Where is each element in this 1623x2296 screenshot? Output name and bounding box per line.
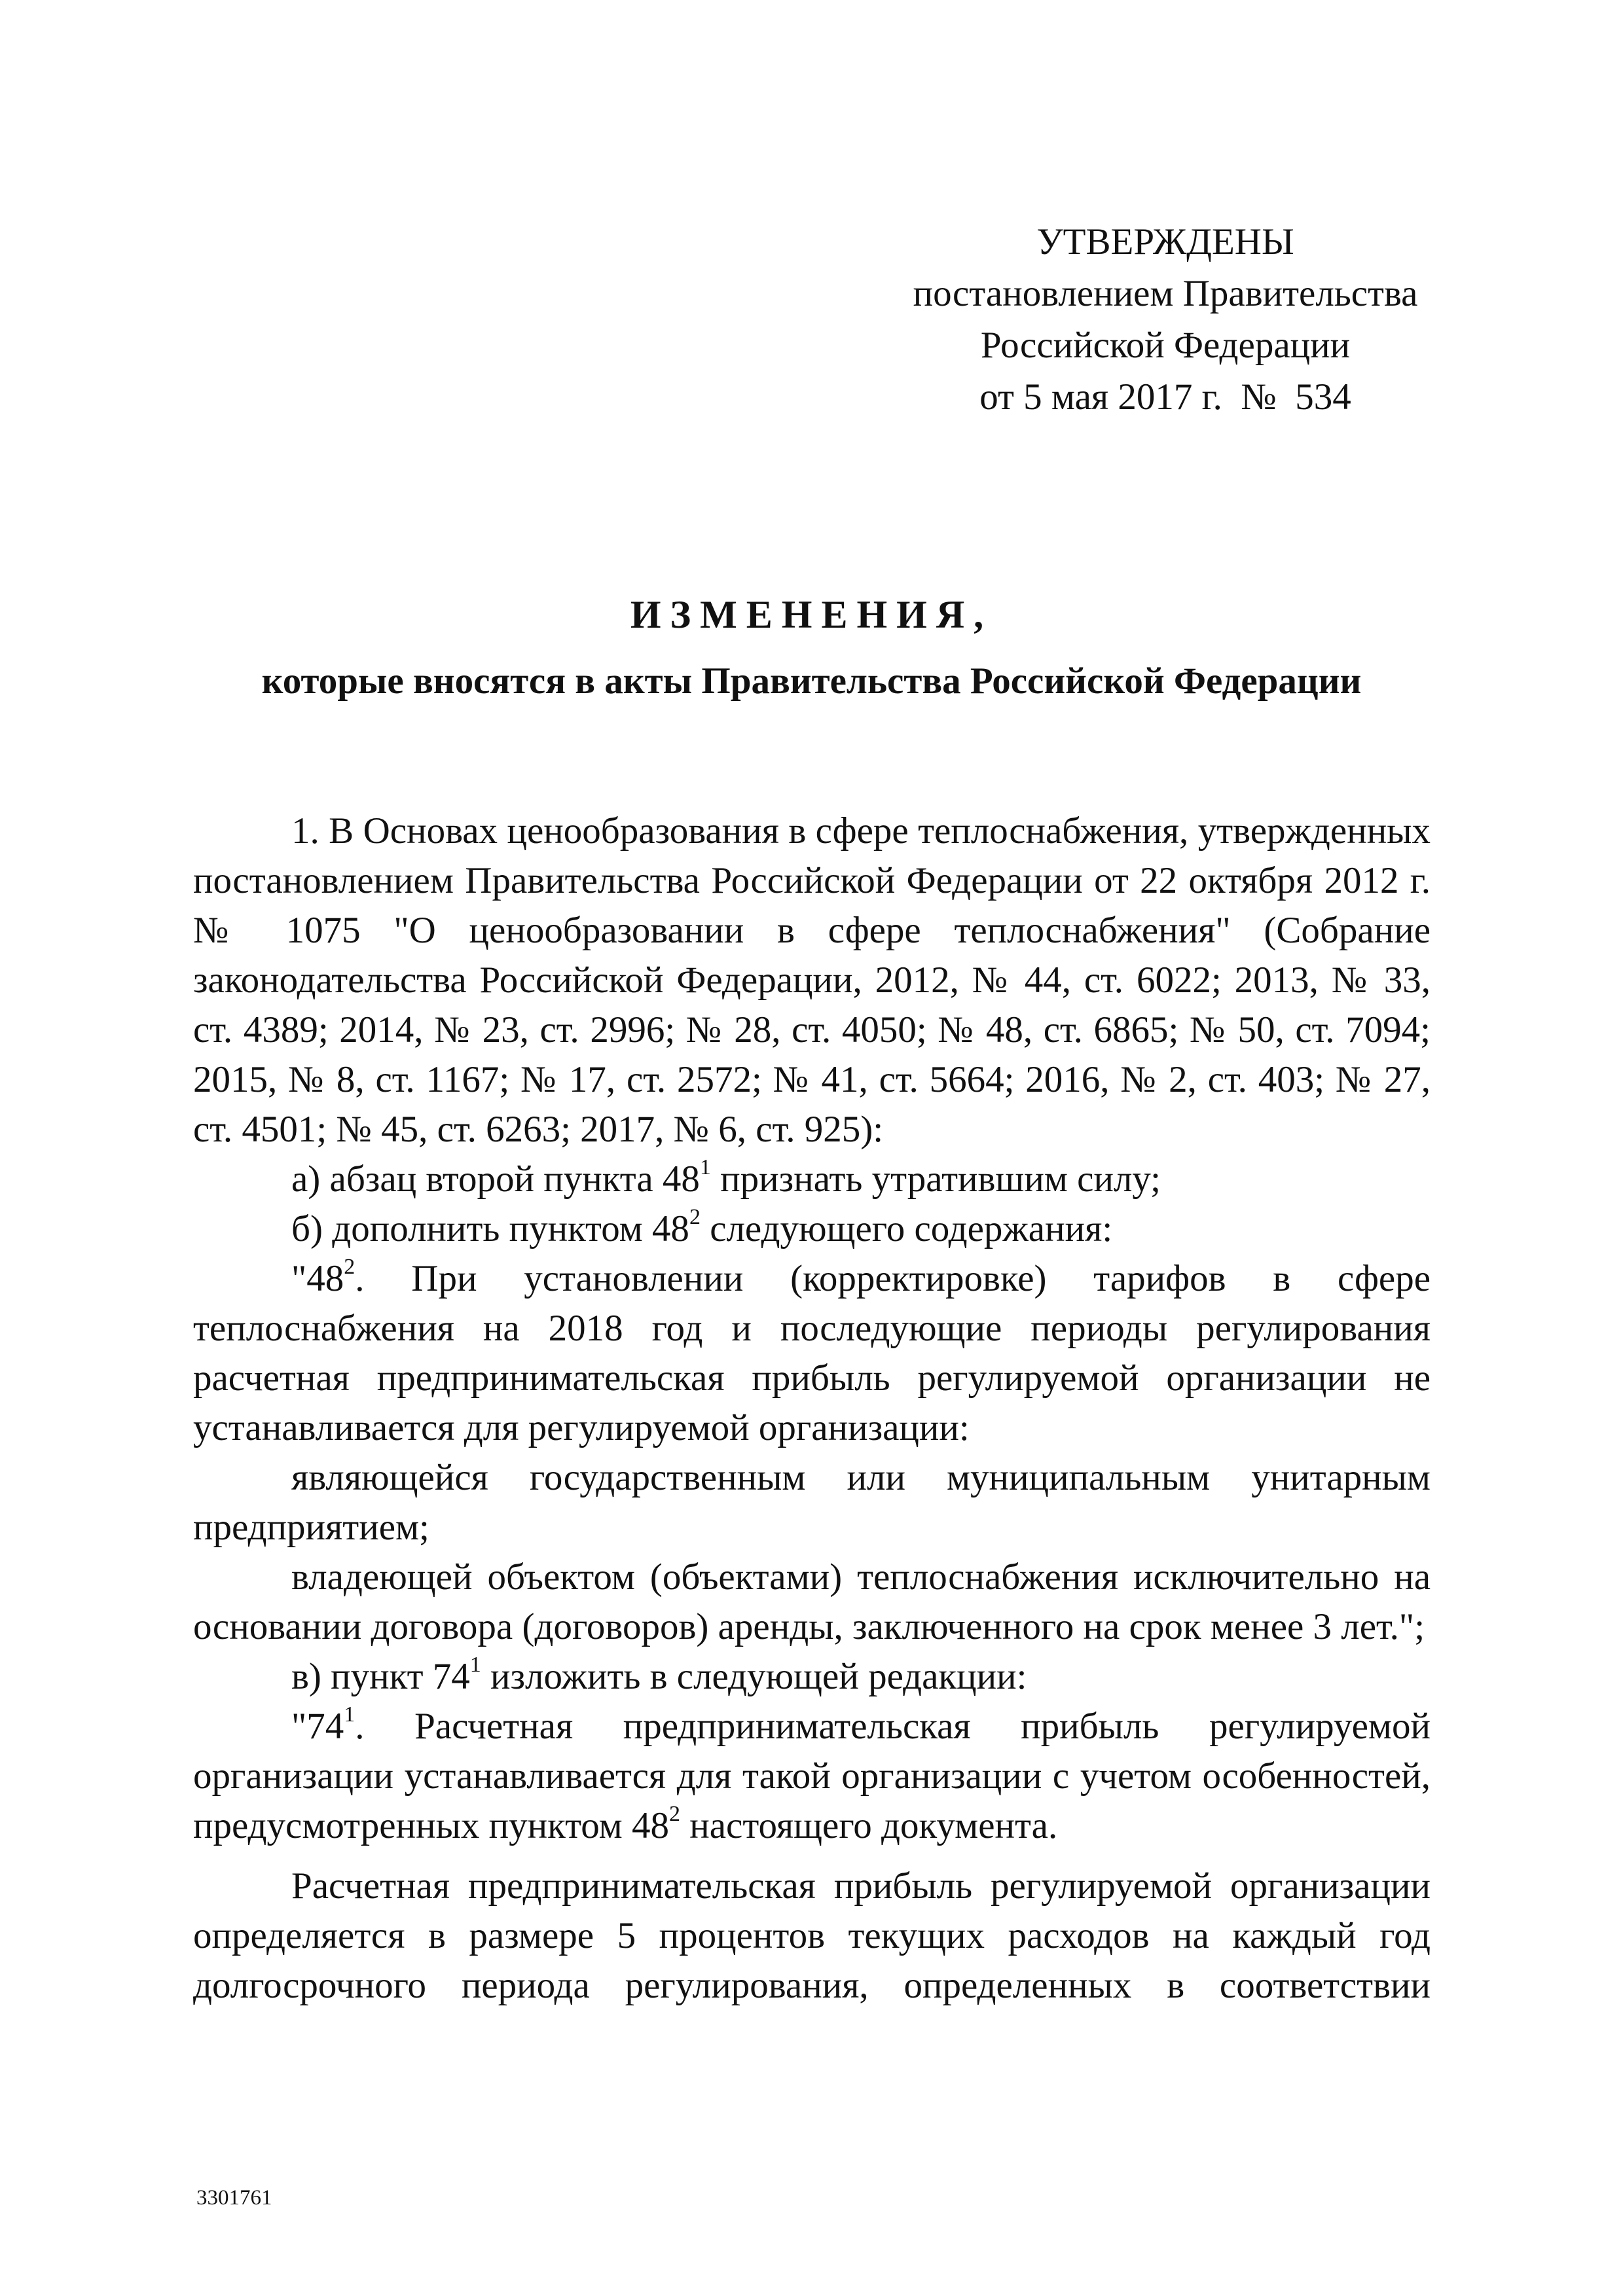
quote-74-1-sup2: 2: [668, 1802, 680, 1826]
document-title: ИЗМЕНЕНИЯ,: [630, 593, 993, 636]
approval-line-date-number: от 5 мая 2017 г. № 534: [979, 376, 1351, 418]
quote-74-1-sup: 1: [344, 1702, 356, 1727]
item-v-text: в) пункт 74: [291, 1656, 470, 1697]
document-subtitle: которые вносятся в акты Правительства Российской Федерации: [261, 660, 1362, 702]
document-body: [193, 806, 1431, 2011]
approval-heading: УТВЕРЖДЕНЫ: [1036, 221, 1294, 262]
item-a: [193, 1155, 1431, 1204]
item-v: [193, 1652, 1431, 1702]
paragraph-1: 1. В Основах ценообразования в сфере теплоснабжения, утвержденных постановлением Правительства Российской Федерации от 22 октября 2012 г. № 1075 "О ценообразовании в сфере теплоснабжения" (Собрание законодательства Российской Федерации, 2012, № 44, ст. 6022; 2013, № 33, ст. 4389; 2014, № 23, ст. 2996; № 28, ст. 4050; № 48, ст. 6865; № 50, ст. 7094; 2015, № 8, ст. 1167; № 17, ст. 2572; № 41, ст. 5664; 2016, № 2, ст. 403; № 27, ст. 4501; № 45, ст. 6263; 2017, № 6, ст. 925):: [193, 810, 1431, 1150]
item-v-sup: 1: [469, 1653, 481, 1677]
approval-line-resolution: постановлением Правительства: [913, 273, 1418, 314]
item-b-text: б) дополнить пунктом 48: [291, 1208, 689, 1249]
item-b-sup: 2: [689, 1205, 701, 1229]
quote-74-1: [193, 1702, 1431, 1851]
document-code: 3301761: [196, 2186, 272, 2210]
quote-48-2: [193, 1254, 1431, 1453]
quote-item-unitary: являющейся государственным или муниципальным унитарным предприятием;: [193, 1457, 1431, 1548]
item-a-sup: 1: [699, 1155, 711, 1179]
item-b-text-end: следующего содержания:: [700, 1208, 1113, 1249]
paragraph-last: Расчетная предпринимательская прибыль регулируемой организации определяется в размере 5 процентов текущих расходов на каждый год долгосрочного периода регулирования, определенных в соответствии: [193, 1865, 1431, 2006]
item-a-text-end: признать утратившим силу;: [710, 1158, 1161, 1200]
approval-stamp: [871, 216, 1460, 423]
quote-74-1-text-end: настоящего документа.: [680, 1805, 1058, 1846]
quote-74-1-start: "74: [291, 1706, 344, 1747]
quote-48-2-sup: 2: [344, 1255, 356, 1279]
quote-48-2-text: . При установлении (корректировке) тарифов в сфере теплоснабжения на 2018 год и последующие периоды регулирования расчетная предпринимательская прибыль регулируемой организации не устанавливается для регулируемой организации:: [193, 1258, 1431, 1448]
quote-item-lease: владеющей объектом (объектами) теплоснабжения исключительно на основании договора (договоров) аренды, заключенного на срок менее 3 лет.";: [193, 1556, 1431, 1647]
quote-48-2-start: "48: [291, 1258, 344, 1299]
item-b: [193, 1204, 1431, 1254]
quote-74-1-text: . Расчетная предпринимательская прибыль регулируемой организации устанавливается для такой организации с учетом особенностей, предусмотренных пунктом 48: [193, 1706, 1431, 1846]
item-v-text-end: изложить в следующей редакции:: [481, 1656, 1027, 1697]
item-a-text: а) абзац второй пункта 48: [291, 1158, 700, 1200]
approval-line-country: Российской Федерации: [980, 325, 1351, 366]
